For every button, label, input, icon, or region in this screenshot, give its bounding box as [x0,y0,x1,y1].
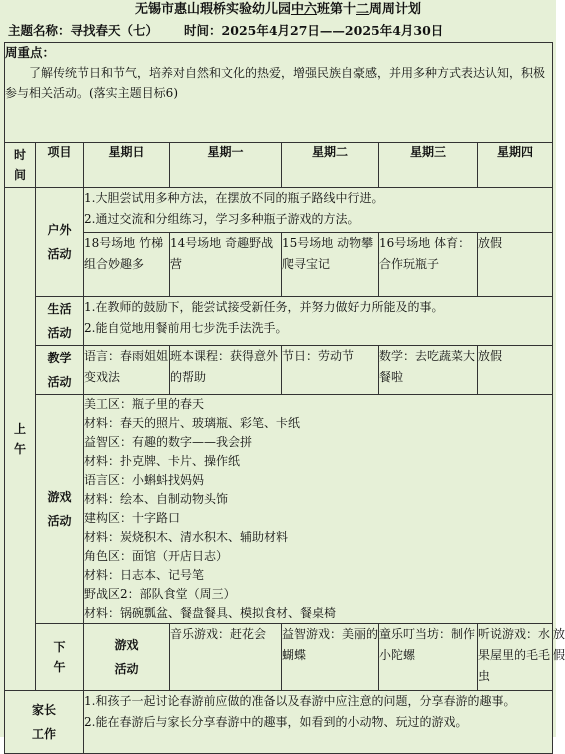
theme-label: 主题名称： [8,23,71,38]
time-col-header: 时 间 [5,143,36,188]
teaching-mon: 班本课程：获得意外的帮助 [170,346,282,395]
item-col-header: 项目 [36,143,84,188]
teaching-tue: 节日：劳动节 [282,346,379,395]
outdoor-wed: 16号场地 体育：合作玩瓶子 [379,233,478,297]
day-header-thu: 星期四 [478,143,553,188]
plan-table [4,42,565,754]
parents-row [5,691,553,754]
afternoon-mon: 益智游戏：美丽的蝴蝶 [282,624,379,691]
theme-value: 寻找春天（七） [70,23,159,38]
teaching-label: 教学 活动 [36,346,84,395]
focus-row [5,43,553,143]
outdoor-goals-row [5,188,553,233]
outdoor-goals: 1.大胆尝试用多种方法，在摆放不同的瓶子路线中行进。 2.通过交流和分组练习，学习多种瓶子游戏的方法。 [84,188,553,233]
morning-label: 上 午 [5,188,36,691]
teaching-wed: 数学：去吃蔬菜大餐啦 [379,346,478,395]
plan-title: 无锡市惠山瑕桥实验幼儿园中六班第十二周周计划 [134,2,422,17]
outdoor-days-row [5,233,553,297]
day-header-tue: 星期二 [282,143,379,188]
teaching-row [5,346,553,395]
afternoon-tue: 童乐叮当坊：制作小陀螺 [379,624,478,691]
outdoor-tue: 15号场地 动物攀爬寻宝记 [282,233,379,297]
game-row [5,395,553,624]
game-areas: 美工区：瓶子里的春天 材料：春天的照片、玻璃瓶、彩笔、卡纸 益智区：有趣的数字——我会拼 材料：扑克牌、卡片、操作纸 语言区：小蝌蚪找妈妈 材料：绘本、自制动物头饰 建构区：十字路口 材料：炭烧积木、清水积木、辅助材料 角色区：面馆（开店日志） 材料：日志本、记号笔 野战区2：部队食堂（周三） 材料：锅碗瓢盆、餐盘餐具、模拟食材、餐桌椅 [84,395,553,624]
parents-label: 家长 工作 [5,691,84,754]
life-label: 生活 活动 [36,297,84,346]
day-header-mon: 星期一 [170,143,282,188]
afternoon-wed: 听说游戏：水果屋里的毛毛虫 [478,624,553,691]
teaching-thu: 放假 [478,346,553,395]
afternoon-row: 下 午 游戏 活动 音乐游戏：赶花会 益智游戏：美丽的蝴蝶 童乐叮当坊：制作小陀螺 听说游戏：水果屋里的毛毛虫 放假 [5,624,553,691]
header-row [5,143,553,188]
time-label: 时间： [184,23,222,38]
focus-heading: 周重点： [5,45,56,60]
theme-bar [0,20,556,42]
time-value: 2025年4月27日——2025年4月30日 [221,23,444,38]
outdoor-mon: 14号场地 奇趣野战营 [170,233,282,297]
focus-text: 了解传统节日和节气，培养对自然和文化的热爱，增强民族自豪感，并用多种方式表达认知，积极参与相关活动。(落实主题目标6) [5,66,546,100]
outdoor-sun: 18号场地 竹梯组合妙趣多 [84,233,170,297]
life-goals: 1.在教师的鼓励下，能尝试接受新任务，并努力做好力所能及的事。 2.能自觉地用餐前用七步洗手法洗手。 [84,297,553,346]
afternoon-sun: 音乐游戏：赶花会 [170,624,282,691]
life-row [5,297,553,346]
outdoor-thu: 放假 [478,233,553,297]
day-header-sun: 星期日 [84,143,170,188]
week-number: 二 [356,2,370,17]
afternoon-label: 下 午 [36,624,84,691]
class-name: 中六 [290,2,317,17]
parents-work: 1.和孩子一起讨论春游前应做的准备以及春游中应注意的问题，分享春游的趣事。 2.能在春游后与家长分享春游中的趣事，如看到的小动物、玩过的游戏。 [84,691,553,754]
outdoor-label: 户外 活动 [36,188,84,297]
day-header-wed: 星期三 [379,143,478,188]
afternoon-game-label: 游戏 活动 [84,624,170,691]
game-label: 游戏 活动 [36,395,84,624]
teaching-sun: 语言：春雨姐姐变戏法 [84,346,170,395]
